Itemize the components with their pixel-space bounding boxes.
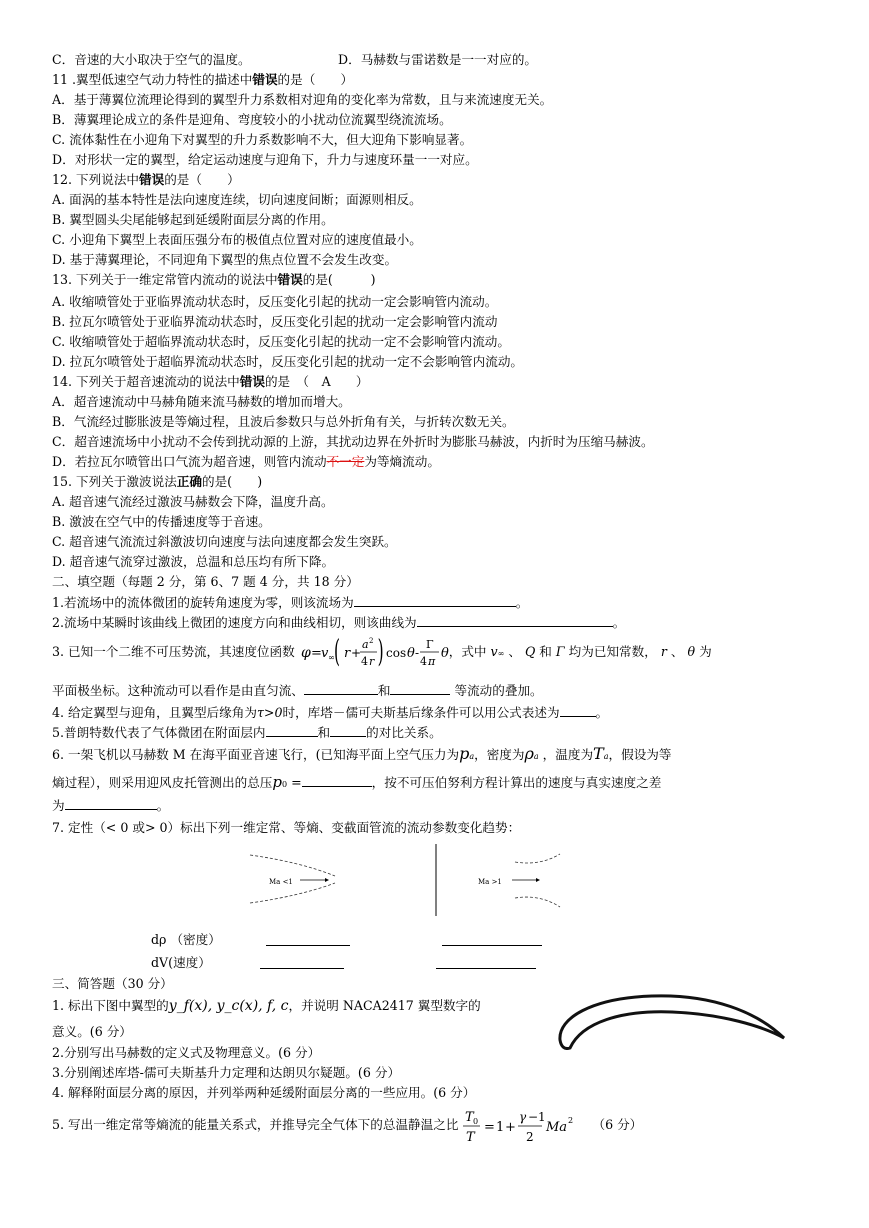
q11-option-c: C. 流体黏性在小迎角下对翼型的升力系数影响不大，但大迎角下影响显著。 xyxy=(52,132,473,147)
svg-text:r: r xyxy=(343,645,350,661)
answer-blank[interactable] xyxy=(417,614,613,627)
q12-option-a: A. 面涡的基本特性是法向速度连续，切向速度间断；面源则相反。 xyxy=(52,192,422,207)
svg-text:0: 0 xyxy=(473,1116,479,1126)
q11-option-a: A．基于薄翼位流理论得到的翼型升力系数相对迎角的变化率为常数，且与来流速度无关。 xyxy=(52,92,553,107)
q13-option-a: A. 收缩喷管处于亚临界流动状态时，反压变化引起的扰动一定会影响管内流动。 xyxy=(52,294,498,309)
svg-text:γ: γ xyxy=(519,1109,527,1124)
fill-q6-line2: 熵过程），则采用迎风皮托管测出的总压p0 = ，按不可压伯努利方程计算出的速度与真实速度之差 xyxy=(52,773,662,791)
svg-text:+: + xyxy=(350,645,361,660)
answer-blank[interactable] xyxy=(560,704,596,717)
fill-q6-line3: 为 。 xyxy=(52,798,170,813)
short-q4: 4. 解释附面层分离的原因，并列举两种延缓附面层分离的一些应用。(6 分） xyxy=(52,1085,476,1100)
q15-option-b: B. 激波在空气中的传播速度等于音速。 xyxy=(52,514,271,529)
svg-text:(: ( xyxy=(333,635,340,669)
q15-stem: 15. 下列关于激波说法正确的是( ) xyxy=(52,474,263,489)
svg-text:cos: cos xyxy=(385,645,406,660)
fill-q2: 2.流场中某瞬时该曲线上微团的速度方向和曲线相切，则该曲线为 。 xyxy=(52,615,626,630)
q12-stem: 12. 下列说法中错误的是（ ） xyxy=(52,172,240,187)
q12-option-b: B. 翼型圆头尖尾能够起到延缓附面层分离的作用。 xyxy=(52,212,334,227)
q14-option-c: C．超音速流场中小扰动不会传到扰动源的上游，其扰动边界在外折时为膨胀马赫波，内折时为压缩马赫波。 xyxy=(52,434,654,449)
svg-text:π: π xyxy=(427,654,435,668)
svg-text:−1: −1 xyxy=(528,1109,547,1124)
q11-option-d: D．对形状一定的翼型，给定运动速度与迎角下，升力与速度环量一一对应。 xyxy=(52,152,478,167)
svg-text:+: + xyxy=(505,1119,517,1135)
row-density-label: dρ （密度） xyxy=(151,932,221,947)
q13-stem: 13. 下列关于一维定常管内流动的说法中错误的是( ) xyxy=(52,272,376,287)
q12-option-c: C. 小迎角下翼型上表面压强分布的极值点位置对应的速度值最小。 xyxy=(52,232,422,247)
svg-text:θ: θ xyxy=(406,645,415,661)
q13-option-d: D. 拉瓦尔喷管处于超临界流动状态时，反压变化引起的扰动一定不会影响管内流动。 xyxy=(52,354,524,369)
fill-q3-line2: 平面极坐标。这种流动可以看作是由直匀流、 和 等流动的叠加。 xyxy=(52,683,543,698)
svg-text:T: T xyxy=(466,1129,476,1145)
svg-text:1: 1 xyxy=(496,1119,505,1135)
short-q1: 1. 标出下图中翼型的y_f(x), y_c(x), f, c，并说明 NACA2417 翼型数字的 xyxy=(52,998,481,1014)
svg-text:Ma: Ma xyxy=(546,1119,568,1135)
ma-left-label: Ma <1 xyxy=(269,878,293,886)
svg-text:T: T xyxy=(465,1109,475,1125)
short-q3: 3.分别阐述库塔-儒可夫斯基升力定理和达朗贝尔疑题。(6 分） xyxy=(52,1065,401,1080)
section3-title: 三、简答题（30 分） xyxy=(52,976,173,991)
answer-blank[interactable] xyxy=(442,945,542,946)
short-q1-line2: 意义。(6 分） xyxy=(52,1024,132,1039)
answer-blank[interactable] xyxy=(260,968,344,969)
svg-text:): ) xyxy=(377,635,384,669)
answer-blank[interactable] xyxy=(266,945,350,946)
answer-blank[interactable] xyxy=(65,797,157,810)
svg-text:=: = xyxy=(310,645,322,661)
short-q2: 2.分别写出马赫数的定义式及物理意义。(6 分） xyxy=(52,1045,321,1060)
nozzle-diagram xyxy=(240,840,580,920)
q13-option-c: C. 收缩喷管处于超临界流动状态时，反压变化引起的扰动一定不会影响管内流动。 xyxy=(52,334,510,349)
answer-blank[interactable] xyxy=(304,682,378,695)
answer-blank[interactable] xyxy=(390,682,450,695)
row-velocity-label: dV(速度） xyxy=(151,955,211,970)
q13-option-b: B. 拉瓦尔喷管处于亚临界流动状态时，反压变化引起的扰动一定会影响管内流动 xyxy=(52,314,498,329)
svg-text:-: - xyxy=(414,645,419,660)
fill-q4: 4. 给定翼型与迎角，且翼型后缘角为τ>0时，库塔－儒可夫斯基后缘条件可以用公式表述为 。 xyxy=(52,705,609,720)
q14-option-b: B．气流经过膨胀波是等熵过程，且波后参数只与总外折角有关，与折转次数无关。 xyxy=(52,414,515,429)
q10-option-d: D．马赫数与雷诺数是一一对应的。 xyxy=(338,52,538,67)
svg-text:r: r xyxy=(368,654,374,668)
svg-text:a: a xyxy=(361,637,369,651)
answer-blank[interactable] xyxy=(266,724,318,737)
svg-text:v: v xyxy=(320,645,329,661)
answer-blank[interactable] xyxy=(330,724,366,737)
svg-text:Γ: Γ xyxy=(425,637,434,651)
svg-text:=: = xyxy=(484,1119,496,1135)
fill-q3: 3. 已知一个二维不可压势流，其速度位函数 φ = v ∞ ( r + a 2 4 r ) cos θ - Γ 4 π θ ，式中 v∞ 、 Q 和 Γ 均为已知常数， r 、 θ 为 xyxy=(52,644,712,662)
svg-text:φ: φ xyxy=(300,644,311,661)
velocity-potential-formula xyxy=(299,636,449,670)
q14-option-d: D．若拉瓦尔喷管出口气流为超音速，则管内流动不一定为等熵流动。 xyxy=(52,454,440,469)
diverging-nozzle xyxy=(512,854,560,907)
fill-q1: 1.若流场中的流体微团的旋转角速度为零，则该流场为 。 xyxy=(52,595,529,610)
svg-text:θ: θ xyxy=(440,645,449,661)
q12-option-d: D. 基于薄翼理论，不同迎角下翼型的焦点位置不会发生改变。 xyxy=(52,252,398,267)
svg-text:2: 2 xyxy=(368,636,374,645)
temperature-ratio-formula xyxy=(462,1106,588,1146)
short-q5: 5. 写出一维定常等熵流的能量关系式，并推导完全气体下的总温静温之比 T 0 T = 1 + γ −1 2 Ma 2 （6 分） xyxy=(52,1117,642,1133)
answer-blank[interactable] xyxy=(354,594,516,607)
svg-text:4: 4 xyxy=(360,654,368,668)
q15-option-c: C. 超音速气流流过斜激波切向速度与法向速度都会发生突跃。 xyxy=(52,534,397,549)
svg-text:2: 2 xyxy=(568,1115,574,1125)
fill-q6-line1: 6. 一架飞机以马赫数 M 在海平面亚音速飞行，(已知海平面上空气压力为pa，密度为ρa ，温度为Ta，假设为等 xyxy=(52,744,672,763)
answer-blank[interactable] xyxy=(436,968,536,969)
ma-right-label: Ma >1 xyxy=(478,878,502,886)
fill-q5: 5.普朗特数代表了气体微团在附面层内 和 的对比关系。 xyxy=(52,725,442,740)
fill-q7-stem: 7. 定性（< 0 或> 0）标出下列一维定常、等熵、变截面管流的流动参数变化趋势： xyxy=(52,820,521,835)
answer-blank[interactable] xyxy=(302,774,372,787)
q14-option-a: A．超音速流动中马赫角随来流马赫数的增加而增大。 xyxy=(52,394,351,409)
svg-text:∞: ∞ xyxy=(327,652,335,662)
q11-stem: 11 .翼型低速空气动力特性的描述中错误的是（ ） xyxy=(52,72,354,87)
svg-text:2: 2 xyxy=(526,1129,535,1144)
q11-option-b: B．薄翼理论成立的条件是迎角、弯度较小的小扰动位流翼型绕流流场。 xyxy=(52,112,452,127)
q10-option-c: C．音速的大小取决于空气的温度。 xyxy=(52,52,251,67)
q15-option-d: D. 超音速气流穿过激波，总温和总压均有所下降。 xyxy=(52,554,335,569)
handwritten-correction: 不一定 xyxy=(326,454,365,469)
q14-stem: 14. 下列关于超音速流动的说法中错误的是 （ A ） xyxy=(52,374,369,389)
section2-title: 二、填空题（每题 2 分，第 6、7 题 4 分，共 18 分） xyxy=(52,574,359,589)
q15-option-a: A. 超音速气流经过激波马赫数会下降，温度升高。 xyxy=(52,494,334,509)
svg-text:4: 4 xyxy=(419,654,427,668)
airfoil-image xyxy=(552,988,792,1050)
